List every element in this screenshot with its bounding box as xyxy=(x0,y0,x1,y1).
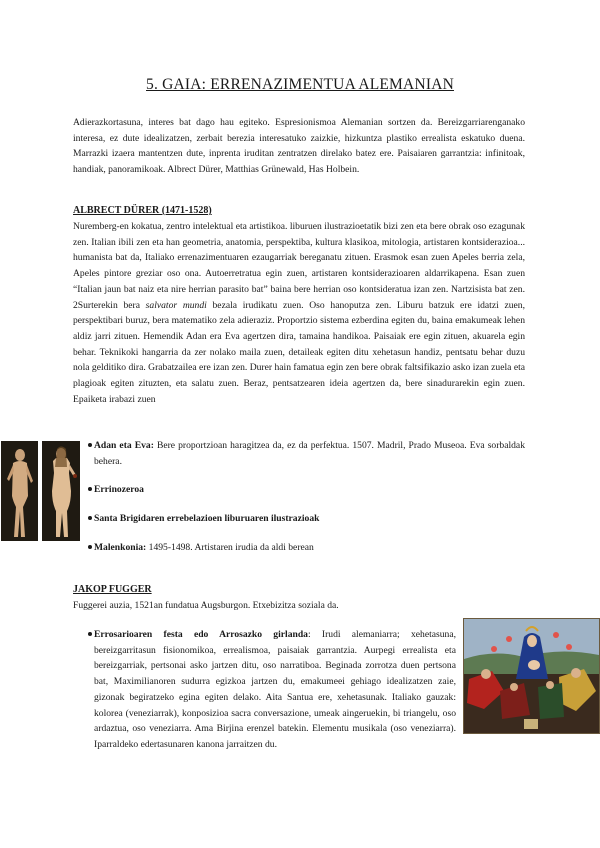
work-item xyxy=(94,540,525,556)
work-name: Adan eta Eva: xyxy=(94,440,154,451)
durer-text-a: Nuremberg-en kokatua, zentro intelektual eta artistikoa. liburuen ilustrazioetatik bizi zen eta bere obrak oso ezagunak zen. Italian ibili zen eta han geometria, anatomia, perspektiba, kultura klasikoa, mitologia, artistaren kontsiderazioa... humanista bat da, Italiako errenazimentuaren ezaugarriak bereganatu zituen. Erasmok esan zuen Apeles berria zela, Apeles pintore greziar oso ona. Autoerretratua egin zuen, artistaren kontsiderazioaren aldarrikapena. Esan zuen “Italian jaun bat naiz eta nire herrian parasito bat” baina bere herrian oso kontsideratua izan zen. Nartzisista bat zen. 2Surterekin bera xyxy=(73,221,525,311)
adam-eve-painting xyxy=(1,441,80,541)
durer-paragraph xyxy=(73,219,525,407)
bullet-icon xyxy=(88,516,92,520)
work-item xyxy=(94,482,525,498)
work-name: Errosarioaren festa edo Arrosazko girlanda xyxy=(94,629,308,640)
bullet-icon xyxy=(88,545,92,549)
page-title: 5. GAIA: ERRENAZIMENTUA ALEMANIAN xyxy=(146,76,454,93)
rosary-painting xyxy=(463,618,600,734)
intro-paragraph: Adierazkortasuna, interes bat dago hau egiteko. Espresionismoa Alemanian sortzen da. Bereizgarriarenganako interesa, ez dute idealizatzen, zerbait berezia interesatuko zaizkie, hizkuntza plastiko errealista eskatuko duena. Marrazki izaera mantentzen dute, inprenta iruditan zentratzen direlako batez ere. Paisaiaren garrantzia: infinitoak, handiak, panoramikoak. Albrect Dürer, Matthias Grünewald, Has Holbein. xyxy=(73,117,525,176)
durer-heading: ALBRECT DÜRER (1471-1528) xyxy=(73,205,212,216)
work-desc: Bere proportzioan haragitzea da, ez da perfektua. 1507. Madril, Prado Museoa. Eva sorbaldak behera. xyxy=(94,440,525,467)
bullet-icon xyxy=(88,632,92,636)
durer-text-italic: salvator mundi xyxy=(145,299,207,311)
work-item xyxy=(94,511,525,527)
work-desc: 1495-1498. Artistaren irudia da aldi berean xyxy=(146,542,314,553)
work-name: Santa Brigidaren errebelazioen liburuaren ilustrazioak xyxy=(94,513,320,524)
work-name: Errinozeroa xyxy=(94,484,144,495)
fugger-paragraph: Fuggerei auzia, 1521an fundatua Augsburgon. Etxebizitza soziala da. xyxy=(73,600,339,611)
bullet-icon xyxy=(88,487,92,491)
fugger-heading: JAKOP FUGGER xyxy=(73,584,152,595)
rosary-image xyxy=(464,619,599,733)
durer-text-b: bezala irudikatu zuen. Oso hanoputza zen. Liburu batzuk ere idatzi zuen, perspektibari buruz, bera matematiko zela adieraziz. Proportzio sistema ezberdina egiten du, baina emakumeak lehen aldiz jarri zituen. Hemendik Adan era Eva agertzen dira, tamaina handikoa. Paisaiak ere egin zituen, akuarela egin behar. Teknikoki hangarria da zer nolako maila zuen, detaileak egiten ditu xehetasun handiz, pentsatu behar duzu nola gelditiko dira. Grabatzailea ere izan zen. Durer hain famatua egin zen bere obrak faltsifikazio asko izan zuela eta plagioak egiten zituzten, eta salatu zuen. Beraz, pentsatzearen ideia agertzen da, bere sinadurarekin egin zuen. Epaiketa irabazi zuen xyxy=(73,299,525,405)
work-desc: : Irudi alemaniarra; xehetasuna, bereizgarritasun fisionomikoa, errealismoa, paisaiak garrantzia. Aurpegi errealista eta bereizgarriak, pertsonai asko jartzen ditu, oso narratiboa. Beginada zorrotza duen pertsona bat, Maximilianoren sudurra egizkoa jartzen du, emakumeei gehiago idealizatzen zaie, gizonak begiratzeko egina egiten delako. Aita Santua ere, xehetasunak. Italiako gauzak: kolorea (veneziarrak), konposizioa sacra conversazione, umeak aingeruekin, bi triangelu, oso ardaztua, oso veneziarra. Ama Birjina erenzel batekin. Elementu musikala (oso veneziarra). Iparraldeko edertasunaren kanona jarraitzen du. xyxy=(94,629,456,750)
work-item xyxy=(94,627,456,753)
bullet-icon xyxy=(88,443,92,447)
adam-eve-image xyxy=(1,441,80,541)
work-item xyxy=(94,438,525,469)
work-name: Malenkonia: xyxy=(94,542,147,553)
